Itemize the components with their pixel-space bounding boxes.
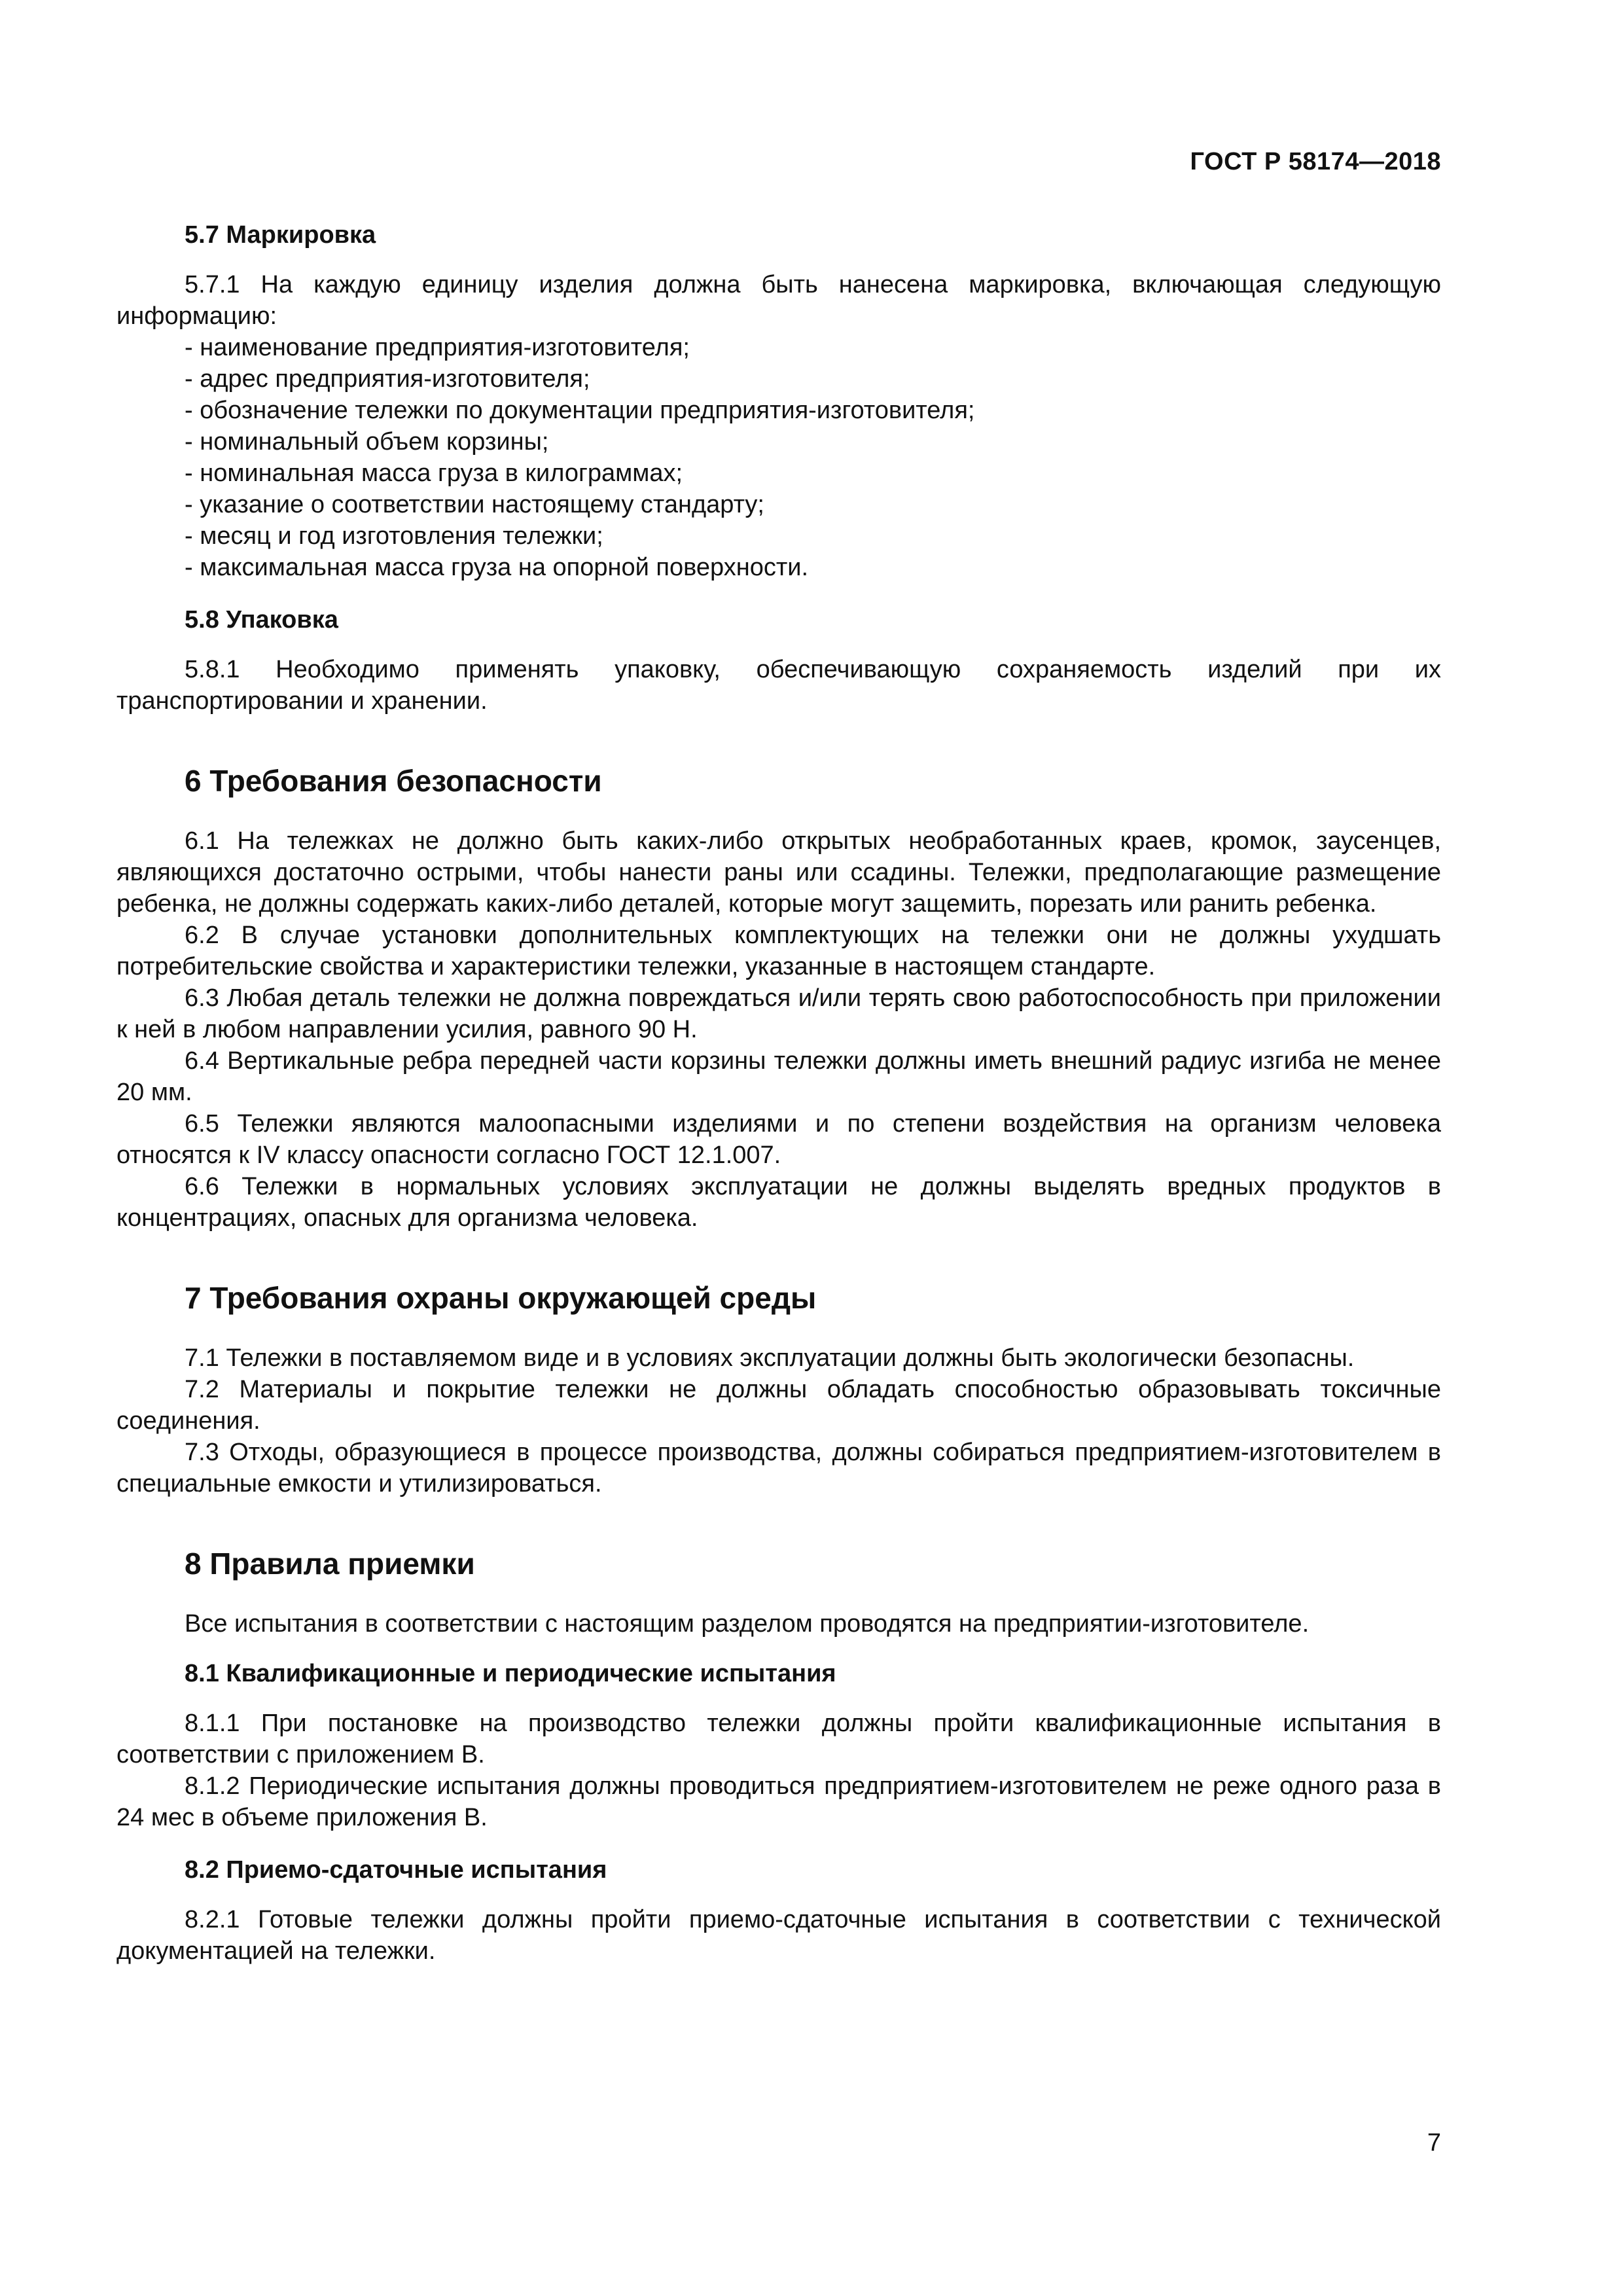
- list-item: - обозначение тележки по документации предприятия-изготовителя;: [185, 397, 975, 424]
- section-7-heading: 7 Требования охраны окружающей среды: [185, 1281, 817, 1315]
- section-8-1-heading: 8.1 Квалификационные и периодические испытания: [185, 1660, 836, 1687]
- document-code: ГОСТ Р 58174—2018: [1190, 148, 1441, 175]
- paragraph-5-7-1: 5.7.1 На каждую единицу изделия должна быть нанесена маркировка, включающая следующую информацию:: [116, 271, 1441, 330]
- paragraph-6-3: 6.3 Любая деталь тележки не должна повреждаться и/или терять свою работоспособность при приложении к ней в любом направлении усилия, равного 90 Н.: [116, 984, 1441, 1043]
- paragraph-6-4: 6.4 Вертикальные ребра передней части корзины тележки должны иметь внешний радиус изгиба не менее 20 мм.: [116, 1047, 1441, 1106]
- paragraph-7-3: 7.3 Отходы, образующиеся в процессе производства, должны собираться предприятием-изготовителем в специальные емкости и утилизироваться.: [116, 1439, 1441, 1498]
- paragraph-5-8-1: 5.8.1 Необходимо применять упаковку, обеспечивающую сохраняемость изделий при их транспортировании и хранении.: [116, 656, 1441, 715]
- list-item: - месяц и год изготовления тележки;: [185, 522, 603, 550]
- page-number: 7: [1427, 2129, 1441, 2157]
- list-item: - указание о соответствии настоящему стандарту;: [185, 491, 764, 518]
- paragraph-8-1-1: 8.1.1 При постановке на производство тележки должны пройти квалификационные испытания в соответствии с приложением В.: [116, 1710, 1441, 1768]
- list-item: - максимальная масса груза на опорной поверхности.: [185, 554, 809, 581]
- paragraph-6-6: 6.6 Тележки в нормальных условиях эксплуатации не должны выделять вредных продуктов в концентрациях, опасных для организма человека.: [116, 1173, 1441, 1232]
- paragraph-6-1: 6.1 На тележках не должно быть каких-либо открытых необработанных краев, кромок, заусенцев, являющихся достаточно острыми, чтобы нанести раны или ссадины. Тележки, предполагающие размещение ребенка, не должны содержать каких-либо деталей, которые могут защемить, порезать или ранить ребенка.: [116, 827, 1441, 918]
- section-8-heading: 8 Правила приемки: [185, 1547, 475, 1581]
- page-content: [116, 219, 1441, 1967]
- paragraph-6-5: 6.5 Тележки являются малоопасными изделиями и по степени воздействия на организм человека относятся к IV классу опасности согласно ГОСТ 12.1.007.: [116, 1110, 1441, 1169]
- list-item: - номинальная масса груза в килограммах;: [185, 459, 683, 487]
- paragraph-7-1: 7.1 Тележки в поставляемом виде и в условиях эксплуатации должны быть экологически безопасны.: [185, 1344, 1355, 1372]
- section-8-2-heading: 8.2 Приемо-сдаточные испытания: [185, 1856, 607, 1884]
- list-item: - адрес предприятия-изготовителя;: [185, 365, 590, 393]
- section-6-heading: 6 Требования безопасности: [185, 764, 602, 798]
- section-5-7-heading: 5.7 Маркировка: [185, 221, 376, 249]
- paragraph-7-2: 7.2 Материалы и покрытие тележки не должны обладать способностью образовывать токсичные соединения.: [116, 1376, 1441, 1435]
- list-item: - номинальный объем корзины;: [185, 428, 549, 456]
- list-item: - наименование предприятия-изготовителя;: [185, 334, 690, 361]
- paragraph-8-2-1: 8.2.1 Готовые тележки должны пройти приемо-сдаточные испытания в соответствии с технической документацией на тележки.: [116, 1906, 1441, 1965]
- paragraph-8-intro: Все испытания в соответствии с настоящим разделом проводятся на предприятии-изготовителе.: [185, 1610, 1310, 1638]
- section-5-8-heading: 5.8 Упаковка: [185, 606, 338, 634]
- paragraph-6-2: 6.2 В случае установки дополнительных комплектующих на тележки они не должны ухудшать потребительские свойства и характеристики тележки, указанные в настоящем стандарте.: [116, 922, 1441, 980]
- paragraph-8-1-2: 8.1.2 Периодические испытания должны проводиться предприятием-изготовителем не реже одного раза в 24 мес в объеме приложения В.: [116, 1772, 1441, 1831]
